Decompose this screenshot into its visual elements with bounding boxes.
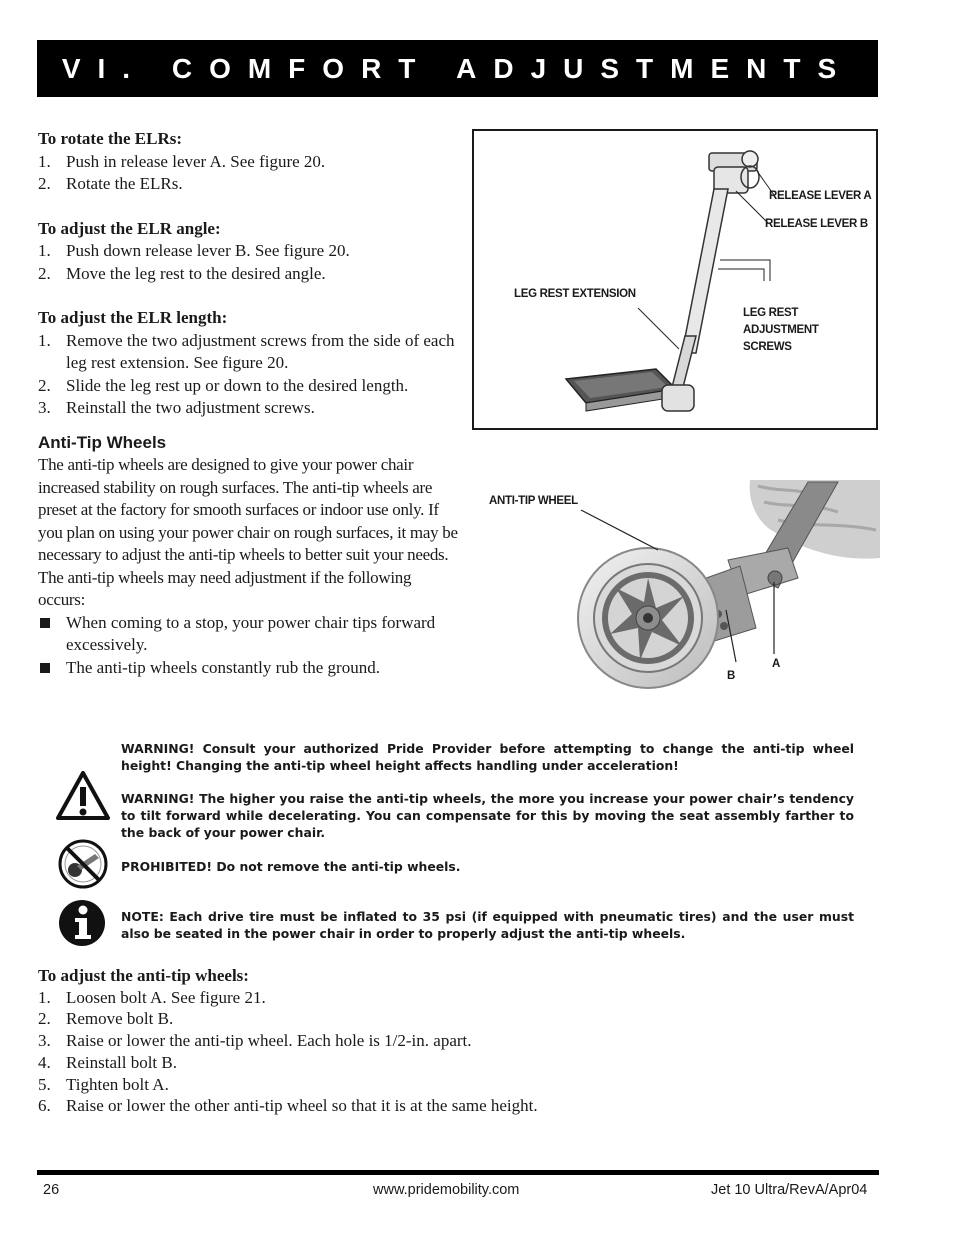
- step-number: 2.: [38, 1009, 51, 1029]
- step-text: Raise or lower the anti-tip wheel. Each hole is 1/2-in. apart.: [66, 1031, 472, 1051]
- step-item: [38, 987, 858, 1009]
- step-item: [38, 263, 462, 286]
- step-text: Remove bolt B.: [66, 1009, 174, 1029]
- step-text: Reinstall the two adjustment screws.: [66, 398, 315, 417]
- elr-length-steps: [38, 330, 462, 420]
- step-text: Rotate the ELRs.: [66, 174, 183, 193]
- step-item: [38, 151, 462, 174]
- label-release-lever-a: RELEASE LEVER A: [769, 190, 872, 202]
- step-text: Raise or lower the other anti-tip wheel so that it is at the same height.: [66, 1096, 538, 1116]
- bullet-square-icon: [38, 657, 66, 680]
- label-bolt-b: B: [727, 670, 736, 682]
- anti-tip-wheel-illustration: [478, 478, 880, 700]
- bullet-square-icon: [38, 612, 66, 657]
- step-number: 2.: [38, 375, 51, 395]
- info-icon: [57, 898, 107, 948]
- step-number: 3.: [38, 1031, 51, 1051]
- step-item: [38, 1008, 858, 1030]
- bullet-item: [38, 612, 462, 657]
- step-item: [38, 1052, 858, 1074]
- step-number: 1.: [38, 987, 51, 1007]
- step-number: 1.: [38, 241, 51, 260]
- prohibited-icon: [57, 838, 109, 890]
- rotate-elr-heading: To rotate the ELRs:: [38, 129, 183, 148]
- footer-rule: [37, 1170, 879, 1175]
- warning-triangle-icon: [55, 770, 111, 822]
- step-number: 1.: [38, 330, 51, 350]
- prohibited-notice: PROHIBITED! Do not remove the anti-tip wheels.: [121, 859, 461, 874]
- label-bolt-a: A: [772, 658, 781, 670]
- leg-rest-illustration: [474, 131, 876, 428]
- section-header-bar: [37, 40, 878, 97]
- step-text: Push in release lever A. See figure 20.: [66, 151, 326, 171]
- step-number: 6.: [38, 1096, 51, 1116]
- anti-tip-heading: Anti-Tip Wheels: [38, 432, 167, 452]
- label-release-lever-b: RELEASE LEVER B: [765, 218, 868, 230]
- page-number: 26: [43, 1182, 60, 1198]
- figure-20-leg-rest: [472, 129, 878, 430]
- bullet-text: When coming to a stop, your power chair tips forward excessively.: [66, 612, 436, 654]
- adjust-anti-tip-steps: [38, 987, 858, 1117]
- step-text: Move the leg rest to the desired angle.: [66, 263, 326, 283]
- adjust-anti-tip-heading: To adjust the anti-tip wheels:: [38, 966, 249, 985]
- label-adjustment-screws-line1: LEG REST: [743, 307, 799, 319]
- label-leg-rest-extension: LEG REST EXTENSION: [514, 288, 636, 300]
- note-tire-pressure: NOTE: Each drive tire must be inflated to 35 psi (if equipped with pneumatic tires) and the user must also be seated in the power chair in order to properly adjust the anti-tip wheels.: [121, 909, 854, 941]
- step-text: Remove the two adjustment screws from the side of each leg rest extension. See figure 20.: [66, 330, 455, 372]
- step-item: [38, 240, 462, 263]
- step-item: [38, 1030, 858, 1052]
- elr-angle-steps: [38, 240, 462, 285]
- step-item: [38, 1074, 858, 1096]
- step-item: [38, 375, 462, 398]
- bullet-text: The anti-tip wheels constantly rub the ground.: [66, 657, 380, 677]
- adjust-anti-tip-section: [38, 965, 858, 1117]
- step-number: 4.: [38, 1052, 51, 1072]
- label-anti-tip-wheel: ANTI-TIP WHEEL: [489, 495, 578, 507]
- elr-length-heading: To adjust the ELR length:: [38, 308, 228, 327]
- bullet-item: [38, 657, 462, 680]
- step-number: 2.: [38, 174, 51, 193]
- rotate-elr-steps: [38, 151, 462, 196]
- step-item: [38, 173, 462, 196]
- left-column: [38, 128, 462, 679]
- step-text: Reinstall bolt B.: [66, 1052, 177, 1072]
- footer-url[interactable]: www.pridemobility.com: [373, 1182, 520, 1198]
- footer-document-id: Jet 10 Ultra/RevA/Apr04: [711, 1182, 868, 1198]
- elr-angle-heading: To adjust the ELR angle:: [38, 218, 221, 238]
- label-adjustment-screws-line3: SCREWS: [743, 341, 792, 353]
- step-text: Slide the leg rest up or down to the desired length.: [66, 375, 409, 395]
- step-text: Push down release lever B. See figure 20.: [66, 241, 350, 260]
- warning-handling: WARNING! Consult your authorized Pride Provider before attempting to change the anti-tip wheel height! Changing the anti-tip wheel height affects handling under acceleration!: [121, 741, 854, 773]
- step-number: 1.: [38, 151, 51, 171]
- step-item: [38, 397, 462, 420]
- step-item: [38, 330, 462, 375]
- warning-tilt: WARNING! The higher you raise the anti-tip wheels, the more you increase your power chair’s tendency to tilt forward while decelerating. You can compensate for this by moving the seat assembly farther to the back of your power chair.: [121, 791, 854, 840]
- anti-tip-description: The anti-tip wheels are designed to give your power chair increased stability on rough surfaces. The anti-tip wheels are preset at the factory for smooth surfaces or indoor use only. If you plan on using your power chair on rough surfaces, it may be necessary to adjust the anti-tip wheels to better suit your needs. The anti-tip wheels may need adjustment if the following occurs:: [38, 455, 458, 609]
- label-adjustment-screws-line2: ADJUSTMENT: [743, 324, 819, 336]
- step-text: Loosen bolt A. See figure 21.: [66, 987, 266, 1007]
- section-title: VI. COMFORT ADJUSTMENTS: [61, 52, 854, 84]
- warnings-block: [121, 740, 854, 942]
- figure-21-anti-tip-wheel: [478, 478, 880, 700]
- step-number: 5.: [38, 1074, 51, 1094]
- step-number: 3.: [38, 398, 51, 417]
- step-item: [38, 1095, 858, 1117]
- anti-tip-bullets: [38, 612, 462, 680]
- step-text: Tighten bolt A.: [66, 1074, 169, 1094]
- step-number: 2.: [38, 263, 51, 283]
